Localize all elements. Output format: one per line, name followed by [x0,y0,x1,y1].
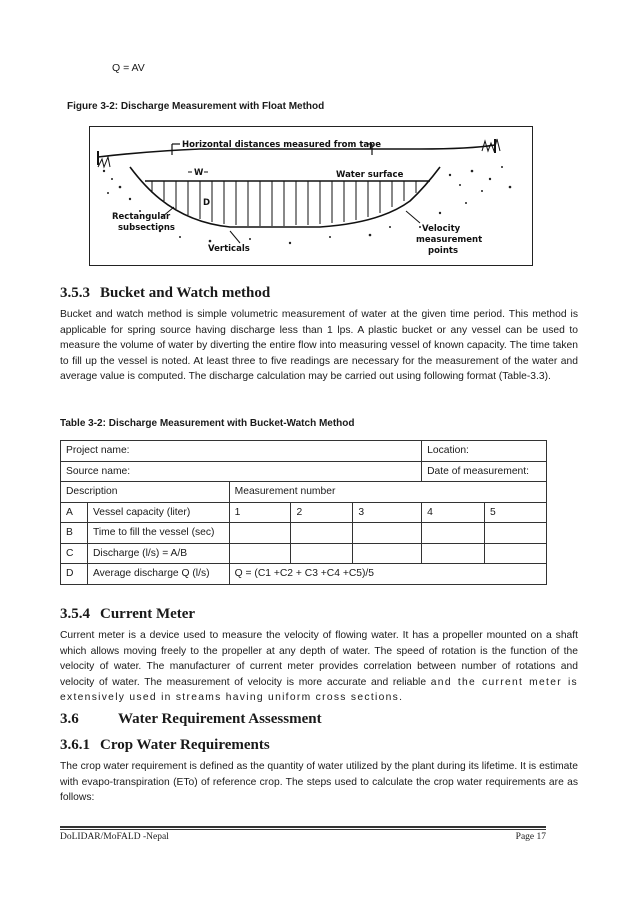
footer-organization: DoLIDAR/MoFALD -Nepal [60,832,169,842]
float-method-figure [89,126,533,266]
label-velocity: Velocity [422,224,461,234]
label-subsections: subsections [118,223,175,233]
row-label: Average discharge Q (l/s) [87,564,229,585]
footer-rule [60,826,546,828]
table-cell: 2 [291,502,353,523]
current-meter-paragraph: Current meter is a device used to measure the velocity of flowing water. It has a propeller mounted on a shaft which allows moving freely to the propeller at any depth of water. The speed of rotation is the function of the velocity of water. The manufacturer of current meter provides correlation between number of rotations and velocity of water. The measurement of velocity is more accurate and reliable and the current meter is extensively used in streams having uniform cross sections. [60,630,578,704]
table-row [61,461,547,482]
table-cell [485,543,547,564]
row-label: Vessel capacity (liter) [87,502,229,523]
label-d: D [203,198,211,208]
project-name-cell: Project name: [61,441,422,462]
table-cell: 3 [353,502,422,523]
table-cell [422,523,485,544]
table-cell [291,543,353,564]
table-cell [353,543,422,564]
date-cell: Date of measurement: [422,461,547,482]
average-formula-cell: Q = (C1 +C2 + C3 +C4 +C5)/5 [229,564,546,585]
table-caption: Table 3-2: Discharge Measurement with Bucket-Watch Method [60,418,355,429]
section-heading-water-requirement: 3.6 Water Requirement Assessment [60,711,322,727]
figure-caption: Figure 3-2: Discharge Measurement with Float Method [67,101,325,112]
verticals-group [152,181,416,226]
current-meter-last-line: and the current meter is extensively used in streams having uniform cross sections. [60,676,578,704]
table-cell [353,523,422,544]
table-row [61,482,547,503]
page-number: Page 17 [515,832,546,842]
footer-rule-thin [60,829,546,830]
label-horizontal-distances: Horizontal distances measured from tape [182,140,381,150]
description-header: Description [61,482,230,503]
bucket-watch-paragraph: Bucket and watch method is simple volumetric measurement of water at the given time period. This method is applicable for spring source having discharge less than 1 lps. A plastic bucket or any vessel can be used to measure the volume of water by diverting the entire flow into measuring vessel of known capacity. The time taken to fill up the vessel is noted. At least three to five readings are necessary for the measurement of the water and average value is computed. The discharge calculation may be carried out using following format (Table-3.3). [60,309,578,383]
table-row [61,441,547,462]
table-row [61,502,547,523]
label-points: points [428,246,459,256]
measurement-number-header: Measurement number [229,482,546,503]
row-label: Discharge (l/s) = A/B [87,543,229,564]
float-method-diagram [90,127,532,265]
table-cell [422,543,485,564]
table-cell: 4 [422,502,485,523]
row-key: B [61,523,88,544]
label-verticals: Verticals [208,244,250,254]
table-row [61,543,547,564]
section-heading-bucket-watch: 3.5.3 Bucket and Watch method [60,285,271,301]
source-name-cell: Source name: [61,461,422,482]
bucket-watch-table [60,440,547,585]
section-heading-current-meter: 3.5.4 Current Meter [60,606,196,622]
table-cell [291,523,353,544]
row-key: A [61,502,88,523]
table-cell: 5 [485,502,547,523]
label-measurement: measurement [416,235,483,245]
label-rectangular: Rectangular [112,212,171,222]
location-cell: Location: [422,441,547,462]
crop-water-paragraph: The crop water requirement is defined as the quantity of water utilized by the plant during its lifetime. It is estimate with evapo-transpiration (ETo) of reference crop. The steps used to calculate the crop water requirements are as follows: [60,761,578,804]
formula: Q = AV [112,62,145,74]
table-cell [485,523,547,544]
label-w: W [194,168,204,178]
row-key: D [61,564,88,585]
table-row [61,564,547,585]
table-cell: 1 [229,502,291,523]
row-label: Time to fill the vessel (sec) [87,523,229,544]
table-cell [229,523,291,544]
table-row [61,523,547,544]
section-heading-crop-water: 3.6.1 Crop Water Requirements [60,737,270,753]
label-water-surface: Water surface [336,170,404,180]
table-cell [229,543,291,564]
row-key: C [61,543,88,564]
